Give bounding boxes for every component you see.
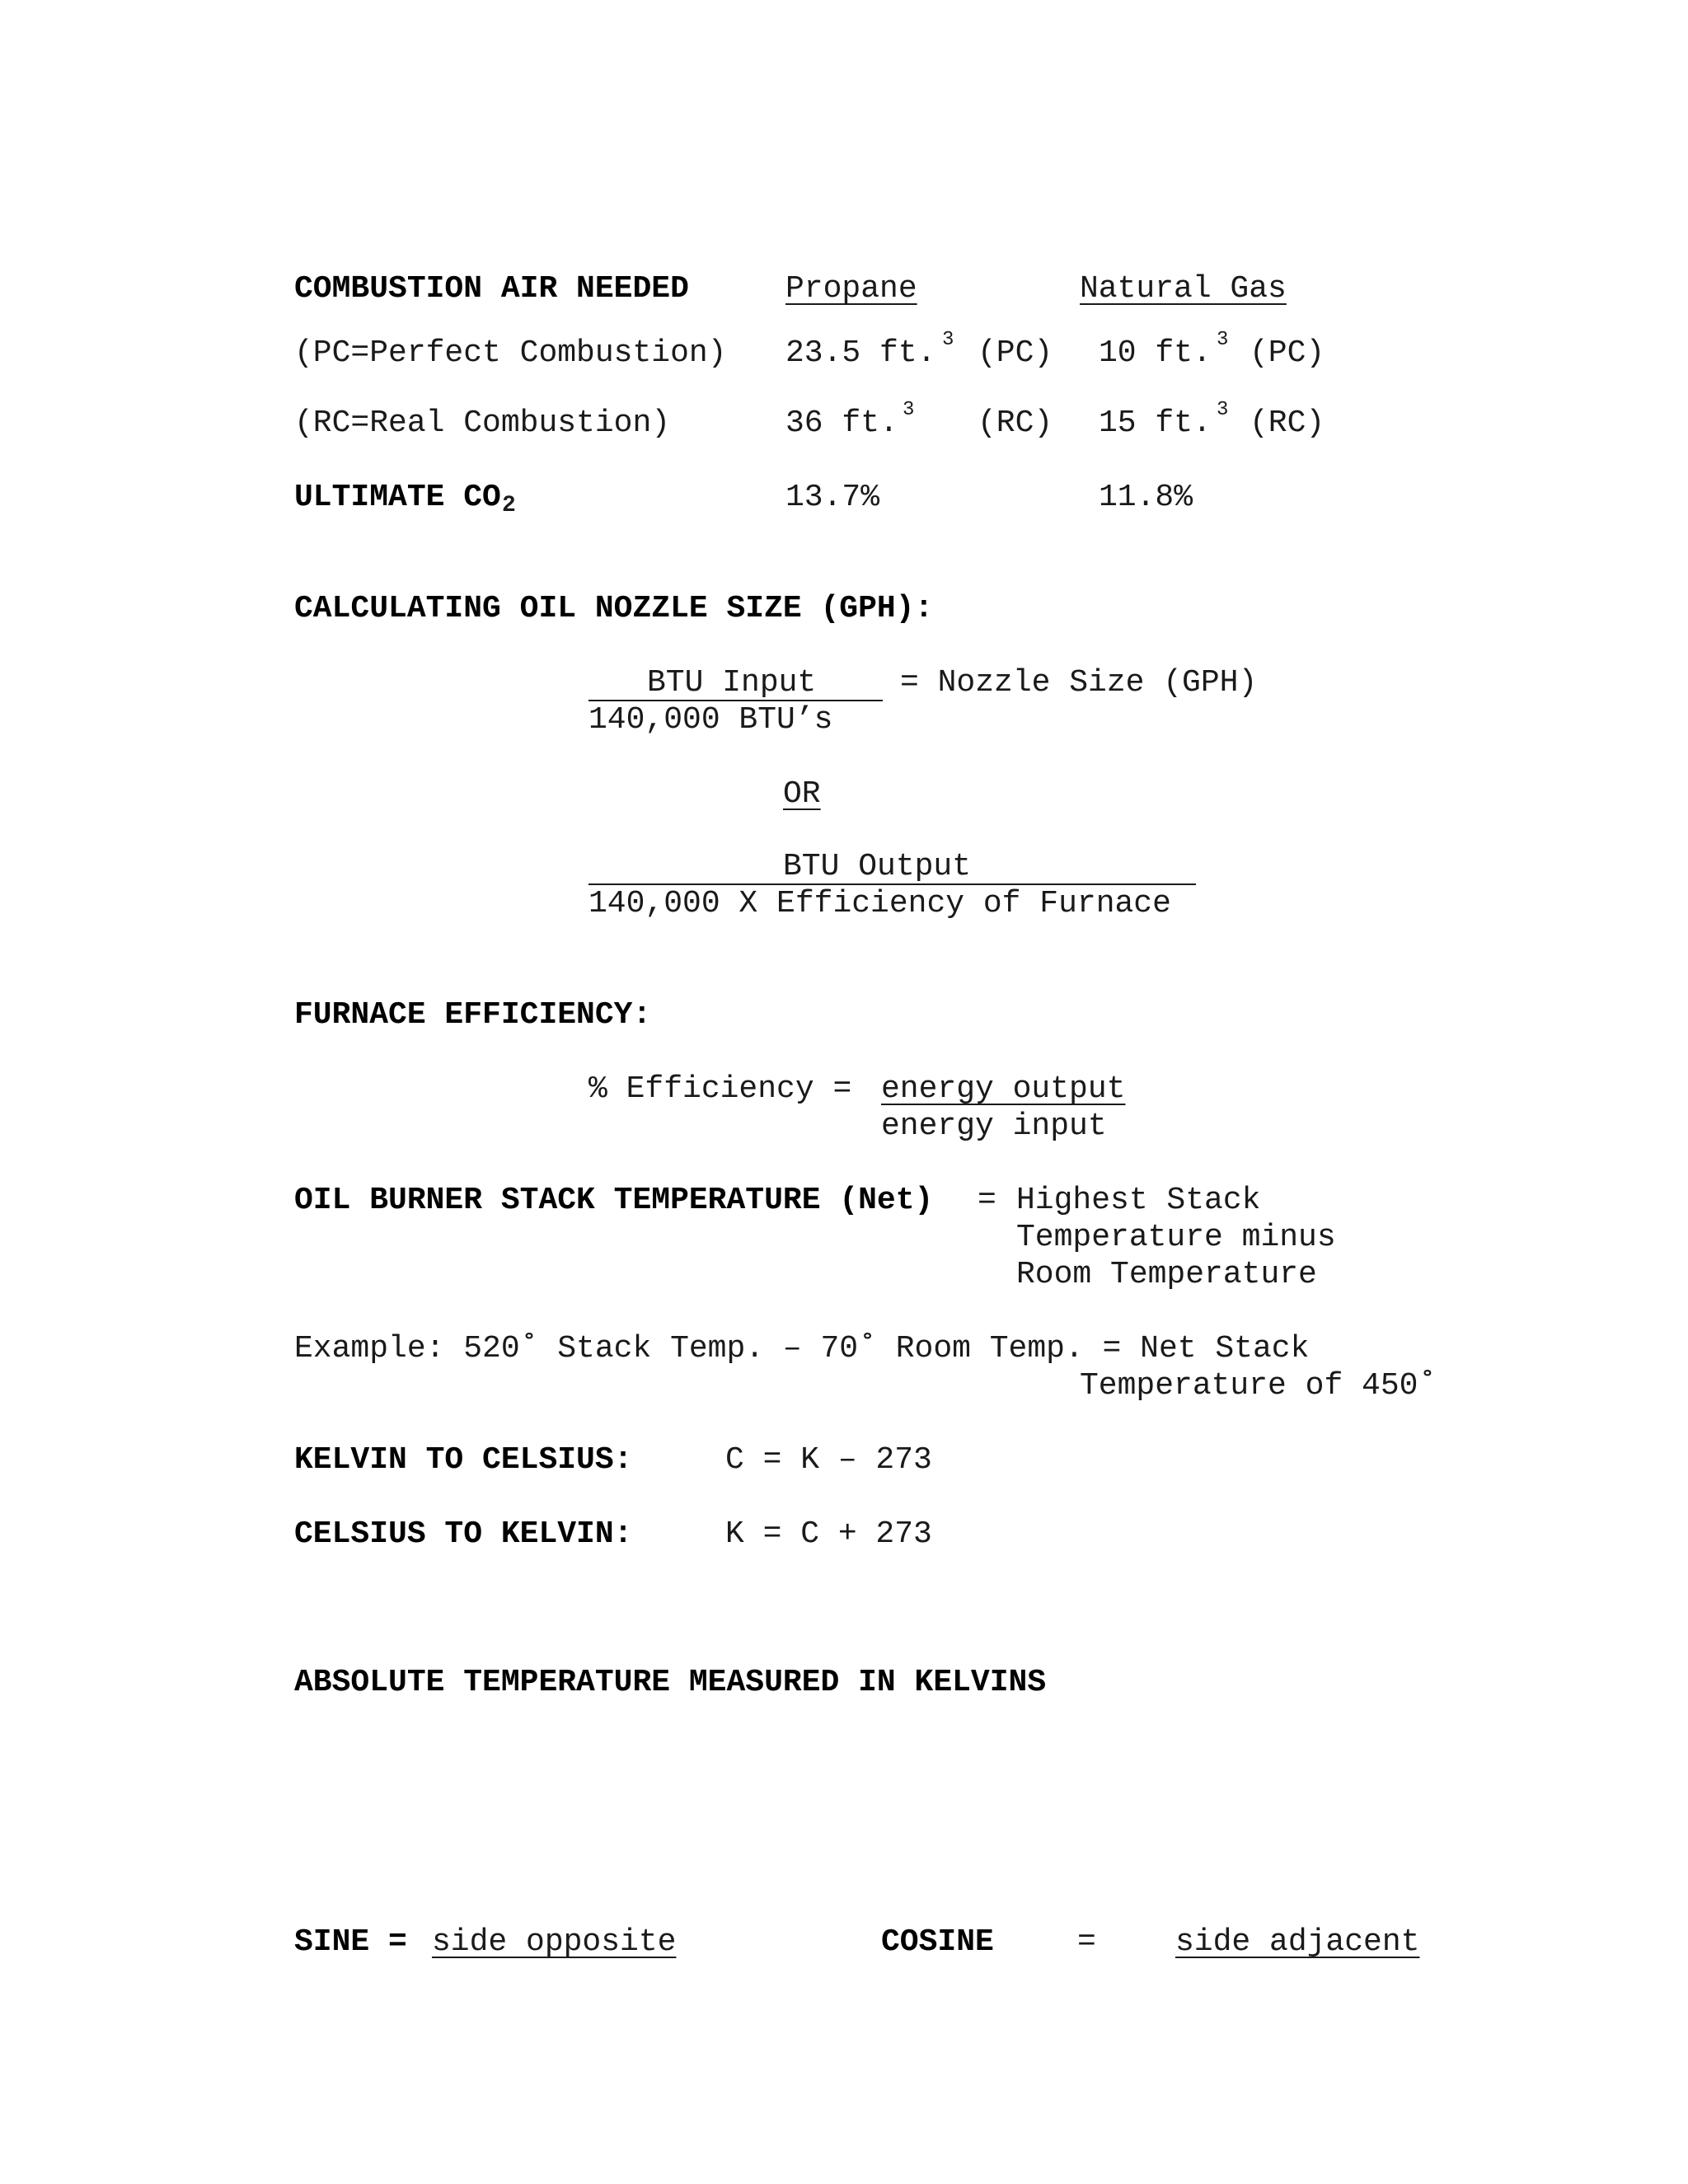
- sine-label: SINE =: [294, 1924, 407, 1960]
- rc-gas-value: 15 ft.: [1099, 405, 1212, 441]
- nozzle-formula1-numerator: BTU Input: [647, 665, 817, 701]
- rc-gas-tag: (RC): [1250, 405, 1325, 441]
- stack-temperature-equals: =: [978, 1183, 996, 1218]
- nozzle-formula2-fraction-bar: [588, 883, 1196, 885]
- efficiency-heading: FURNACE EFFICIENCY:: [294, 997, 652, 1033]
- kelvin-to-celsius-formula: C = K – 273: [725, 1442, 932, 1478]
- nozzle-formula1-result: = Nozzle Size (GPH): [900, 665, 1258, 701]
- absolute-temperature-heading: ABSOLUTE TEMPERATURE MEASURED IN KELVINS: [294, 1665, 1047, 1700]
- real-combustion-label: (RC=Real Combustion): [294, 405, 671, 441]
- pc-gas-value: 10 ft.: [1099, 335, 1212, 371]
- celsius-to-kelvin-formula: K = C + 273: [725, 1516, 932, 1552]
- stack-definition-line3: Room Temperature: [1016, 1257, 1317, 1292]
- propane-column-header: Propane: [785, 271, 917, 307]
- rc-gas-exponent: 3: [1217, 399, 1229, 421]
- natural-gas-column-header: Natural Gas: [1080, 271, 1287, 307]
- efficiency-numerator: energy output: [881, 1071, 1126, 1107]
- kelvin-to-celsius-label: KELVIN TO CELSIUS:: [294, 1442, 633, 1478]
- perfect-combustion-label: (PC=Perfect Combustion): [294, 335, 727, 371]
- nozzle-or-divider: OR: [783, 776, 821, 812]
- stack-definition-line2: Temperature minus: [1016, 1220, 1336, 1255]
- ultimate-co2-propane: 13.7%: [785, 480, 880, 515]
- rc-propane-value: 36 ft.: [785, 405, 898, 441]
- pc-propane-exponent: 3: [942, 329, 954, 351]
- cosine-equals: =: [1077, 1924, 1096, 1960]
- stack-example-line1: Example: 520˚ Stack Temp. – 70˚ Room Temp. = Net Stack: [294, 1331, 1310, 1366]
- efficiency-denominator: energy input: [881, 1108, 1107, 1144]
- efficiency-lhs: % Efficiency =: [588, 1071, 852, 1107]
- pc-gas-exponent: 3: [1217, 329, 1229, 351]
- cosine-label: COSINE: [881, 1924, 994, 1960]
- nozzle-formula1-fraction-bar: [588, 700, 883, 701]
- stack-temperature-heading: OIL BURNER STACK TEMPERATURE (Net): [294, 1183, 934, 1218]
- pc-propane-value: 23.5 ft.: [785, 335, 936, 371]
- celsius-to-kelvin-label: CELSIUS TO KELVIN:: [294, 1516, 633, 1552]
- ultimate-co2-subscript: 2: [502, 493, 516, 518]
- pc-gas-tag: (PC): [1250, 335, 1325, 371]
- sine-numerator: side opposite: [432, 1924, 677, 1960]
- cosine-numerator: side adjacent: [1175, 1924, 1420, 1960]
- nozzle-formula2-numerator: BTU Output: [783, 849, 972, 884]
- stack-example-line2: Temperature of 450˚: [1080, 1368, 1437, 1404]
- combustion-heading: COMBUSTION AIR NEEDED: [294, 271, 689, 307]
- pc-propane-tag: (PC): [978, 335, 1053, 371]
- stack-definition-line1: Highest Stack: [1016, 1183, 1261, 1218]
- rc-propane-exponent: 3: [903, 399, 915, 421]
- rc-propane-tag: (RC): [978, 405, 1053, 441]
- ultimate-co2-gas: 11.8%: [1099, 480, 1193, 515]
- nozzle-formula2-denominator: 140,000 X Efficiency of Furnace: [588, 886, 1171, 921]
- ultimate-co2-label: ULTIMATE CO: [294, 480, 501, 515]
- nozzle-formula1-denominator: 140,000 BTU’s: [588, 702, 833, 738]
- nozzle-heading: CALCULATING OIL NOZZLE SIZE (GPH):: [294, 591, 934, 626]
